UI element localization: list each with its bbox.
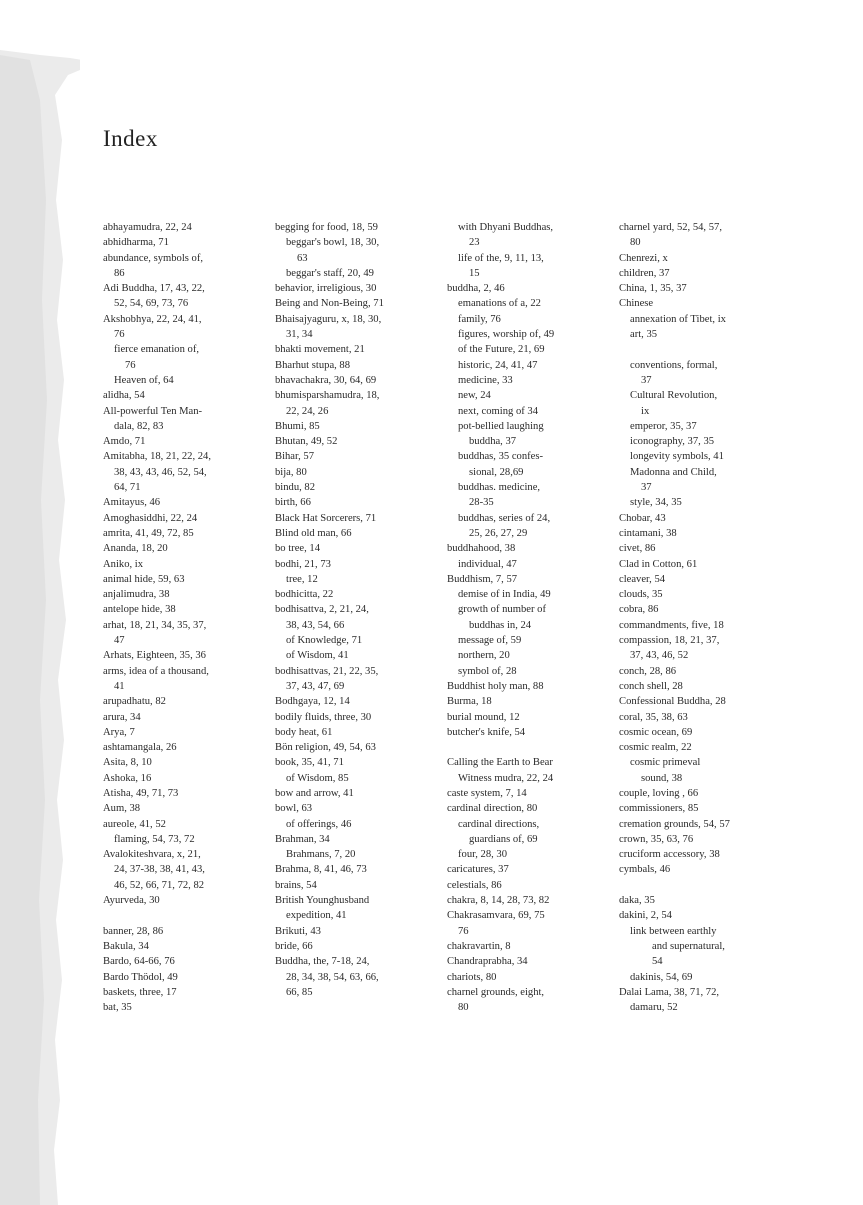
index-entry: Calling the Earth to Bear: [447, 757, 553, 769]
index-entry: couple, loving , 66: [619, 787, 699, 799]
index-subentry: Heaven of, 64: [114, 374, 174, 386]
index-subentry: 28-35: [469, 497, 494, 509]
index-entry: bo tree, 14: [275, 543, 321, 555]
index-entry: bhumisparshamudra, 18,: [275, 390, 380, 402]
index-subentry: growth of number of: [458, 604, 546, 616]
index-entry: bodhisattvas, 21, 22, 35,: [275, 665, 379, 677]
index-entry: buddhahood, 38: [447, 543, 516, 555]
index-subentry: 46, 52, 66, 71, 72, 82: [114, 879, 205, 891]
index-subentry: 25, 26, 27, 29: [469, 527, 528, 539]
index-entry: Amitabha, 18, 21, 22, 24,: [103, 451, 211, 463]
index-entry: Arya, 7: [103, 726, 135, 738]
index-subentry: 22, 24, 26: [286, 405, 329, 417]
index-subentry: 80: [630, 237, 641, 249]
index-subentry: style, 34, 35: [630, 497, 682, 509]
index-entry: Chenrezi, x: [619, 252, 668, 264]
blank-line: [103, 908, 268, 923]
index-subentry: tree, 12: [286, 573, 318, 585]
index-subentry: buddhas, series of 24,: [458, 512, 551, 524]
index-entry: civet, 86: [619, 543, 656, 555]
index-entry: Akshobhya, 22, 24, 41,: [103, 313, 202, 325]
index-entry: alidha, 54: [103, 390, 145, 402]
index-entry: conch, 28, 86: [619, 665, 677, 677]
index-entry: antelope hide, 38: [103, 604, 176, 616]
index-entry: Arhats, Eighteen, 35, 36: [103, 650, 206, 662]
index-entry: bow and arrow, 41: [275, 787, 354, 799]
index-subentry: of Wisdom, 85: [286, 772, 349, 784]
index-entry: Bardo, 64-66, 76: [103, 956, 175, 968]
index-subentry: 52, 54, 69, 73, 76: [114, 298, 189, 310]
index-entry: Dalai Lama, 38, 71, 72,: [619, 986, 720, 998]
index-subentry: 63: [297, 252, 308, 264]
index-entry: Black Hat Sorcerers, 71: [275, 512, 377, 524]
index-subentry: 31, 34: [286, 329, 313, 341]
index-entry: abundance, symbols of,: [103, 252, 204, 264]
index-subentry: fierce emanation of,: [114, 344, 199, 356]
index-subentry: 23: [469, 237, 480, 249]
index-subentry: life of the, 9, 11, 13,: [458, 252, 544, 264]
index-entry: bhavachakra, 30, 64, 69: [275, 374, 377, 386]
index-subentry: ix: [641, 405, 650, 417]
index-entry: bodhi, 21, 73: [275, 558, 331, 570]
index-entry: cardinal direction, 80: [447, 803, 538, 815]
index-entry: Brikuti, 43: [275, 925, 321, 937]
index-entry: celestials, 86: [447, 879, 502, 891]
index-subentry: Witness mudra, 22, 24: [458, 772, 554, 784]
index-entry: Adi Buddha, 17, 43, 22,: [103, 283, 205, 295]
index-subentry: 38, 43, 43, 46, 52, 54,: [114, 466, 207, 478]
index-entry: arupadhatu, 82: [103, 696, 166, 708]
index-subentry: four, 28, 30: [458, 849, 508, 861]
index-column-1: [103, 220, 268, 1015]
index-entry: body heat, 61: [275, 726, 333, 738]
index-entry: Aniko, ix: [103, 558, 144, 570]
index-subentry: cardinal directions,: [458, 818, 540, 830]
index-entry: bhakti movement, 21: [275, 344, 365, 356]
index-entry: All-powerful Ten Man-: [103, 405, 203, 417]
index-entry: Bardo Thödol, 49: [103, 971, 178, 983]
index-entry: baskets, three, 17: [103, 986, 177, 998]
index-subentry: expedition, 41: [286, 910, 347, 922]
blank-line: [619, 342, 784, 357]
index-columns: [103, 220, 783, 1120]
index-entry: birth, 66: [275, 497, 311, 509]
index-entry: cymbals, 46: [619, 864, 671, 876]
index-entry: clouds, 35: [619, 589, 663, 601]
index-entry: butcher's knife, 54: [447, 726, 526, 738]
index-subentry: annexation of Tibet, ix: [630, 313, 726, 325]
index-subentry: demise of in India, 49: [458, 589, 551, 601]
index-entry: Amoghasiddhi, 22, 24: [103, 512, 198, 524]
index-subentry: sional, 28,69: [469, 466, 524, 478]
index-entry: abhidharma, 71: [103, 237, 169, 249]
index-subentry: flaming, 54, 73, 72: [114, 833, 195, 845]
index-subentry: medicine, 33: [458, 374, 513, 386]
index-column-2: [275, 220, 440, 1000]
index-entry: Chinese: [619, 298, 654, 310]
index-entry: Chobar, 43: [619, 512, 666, 524]
index-subentry: link between earthly: [630, 925, 717, 937]
index-subentry: 41: [114, 680, 125, 692]
index-entry: children, 37: [619, 267, 670, 279]
index-subentry: sound, 38: [641, 772, 683, 784]
index-subentry: historic, 24, 41, 47: [458, 359, 538, 371]
index-entry: chariots, 80: [447, 971, 497, 983]
index-entry: cobra, 86: [619, 604, 659, 616]
index-entry: Buddhist holy man, 88: [447, 680, 544, 692]
index-entry: Chandraprabha, 34: [447, 956, 528, 968]
index-entry: China, 1, 35, 37: [619, 283, 687, 295]
index-subentry: of Knowledge, 71: [286, 635, 363, 647]
index-entry: caricatures, 37: [447, 864, 509, 876]
index-subentry: damaru, 52: [630, 1002, 678, 1014]
index-entry: Bön religion, 49, 54, 63: [275, 742, 376, 754]
index-entry: crown, 35, 63, 76: [619, 833, 694, 845]
index-entry: Amitayus, 46: [103, 497, 161, 509]
index-subentry: buddha, 37: [469, 436, 517, 448]
index-subentry: next, coming of 34: [458, 405, 539, 417]
index-entry: aureole, 41, 52: [103, 818, 166, 830]
index-subentry: symbol of, 28: [458, 665, 517, 677]
index-subentry: 37, 43, 47, 69: [286, 680, 345, 692]
index-subentry: with Dhyani Buddhas,: [458, 222, 554, 233]
index-subentry: 86: [114, 267, 125, 279]
index-subentry: new, 24: [458, 390, 491, 402]
index-entry: Buddha, the, 7-18, 24,: [275, 956, 370, 968]
index-entry: Avalokiteshvara, x, 21,: [103, 849, 201, 861]
index-subentry: figures, worship of, 49: [458, 329, 555, 341]
index-subentry: iconography, 37, 35: [630, 436, 715, 448]
index-entry: bodily fluids, three, 30: [275, 711, 372, 723]
index-entry: conch shell, 28: [619, 680, 683, 692]
index-entry: cintamani, 38: [619, 527, 677, 539]
index-subentry: of the Future, 21, 69: [458, 344, 545, 356]
index-subentry: beggar's staff, 20, 49: [286, 267, 374, 279]
index-entry: abhayamudra, 22, 24: [103, 222, 192, 233]
index-entry: Atisha, 49, 71, 73: [103, 787, 179, 799]
index-subentry: dala, 82, 83: [114, 420, 164, 432]
index-entry: charnel yard, 52, 54, 57,: [619, 222, 722, 233]
index-entry: arms, idea of a thousand,: [103, 665, 209, 677]
index-subentry: 76: [125, 359, 136, 371]
index-entry: cosmic realm, 22: [619, 742, 692, 754]
index-entry: Blind old man, 66: [275, 527, 352, 539]
index-subentry: 37: [641, 482, 652, 494]
index-entry: Bhumi, 85: [275, 420, 320, 432]
index-subentry: 76: [114, 329, 125, 341]
index-subentry: 80: [458, 1002, 469, 1014]
index-subentry: 24, 37-38, 38, 41, 43,: [114, 864, 205, 876]
index-entry: buddha, 2, 46: [447, 283, 505, 295]
index-entry: Being and Non-Being, 71: [275, 298, 384, 310]
index-entry: Clad in Cotton, 61: [619, 558, 698, 570]
index-entry: Bodhgaya, 12, 14: [275, 696, 350, 708]
index-subentry: guardians of, 69: [469, 833, 538, 845]
index-entry: arhat, 18, 21, 34, 35, 37,: [103, 619, 207, 631]
index-entry: Asita, 8, 10: [103, 757, 152, 769]
index-entry: chakra, 8, 14, 28, 73, 82: [447, 895, 550, 907]
blank-line: [619, 878, 784, 893]
index-entry: cremation grounds, 54, 57: [619, 818, 730, 830]
index-column-3: [447, 220, 612, 1015]
index-subentry: emanations of a, 22: [458, 298, 541, 310]
index-entry: bat, 35: [103, 1002, 132, 1014]
index-entry: Amdo, 71: [103, 436, 146, 448]
index-entry: brains, 54: [275, 879, 317, 891]
index-entry: book, 35, 41, 71: [275, 757, 344, 769]
index-entry: anjalimudra, 38: [103, 589, 170, 601]
index-subentry: Cultural Revolution,: [630, 390, 718, 402]
index-subentry: message of, 59: [458, 635, 522, 647]
index-entry: Confessional Buddha, 28: [619, 696, 726, 708]
index-entry: banner, 28, 86: [103, 925, 164, 937]
index-entry: coral, 35, 38, 63: [619, 711, 688, 723]
index-entry: bodhisattva, 2, 21, 24,: [275, 604, 369, 616]
index-subentry: conventions, formal,: [630, 359, 718, 371]
index-entry: commandments, five, 18: [619, 619, 724, 631]
index-entry: charnel grounds, eight,: [447, 986, 545, 998]
index-entry: amrita, 41, 49, 72, 85: [103, 527, 194, 539]
index-subentry: of Wisdom, 41: [286, 650, 349, 662]
index-subentry: 37: [641, 374, 652, 386]
index-entry: Ayurveda, 30: [103, 895, 160, 907]
index-entry: British Younghusband: [275, 895, 370, 907]
index-entry: behavior, irreligious, 30: [275, 283, 377, 295]
index-subentry: dakinis, 54, 69: [630, 971, 693, 983]
index-entry: Brahman, 34: [275, 833, 330, 845]
index-entry: Chakrasamvara, 69, 75: [447, 910, 545, 922]
index-subentry: buddhas. medicine,: [458, 482, 541, 494]
index-subentry: individual, 47: [458, 558, 517, 570]
index-subentry: cosmic primeval: [630, 757, 701, 769]
index-subentry: 15: [469, 267, 480, 279]
index-subentry: longevity symbols, 41: [630, 451, 724, 463]
index-subentry: family, 76: [458, 313, 501, 325]
torn-paper-edge: [0, 0, 80, 1205]
index-entry: Aum, 38: [103, 803, 141, 815]
index-entry: arura, 34: [103, 711, 141, 723]
index-entry: cleaver, 54: [619, 573, 666, 585]
index-subentry: 66, 85: [286, 986, 313, 998]
index-entry: bride, 66: [275, 940, 313, 952]
index-entry: bowl, 63: [275, 803, 313, 815]
index-subentry: 38, 43, 54, 66: [286, 619, 345, 631]
index-entry: animal hide, 59, 63: [103, 573, 185, 585]
index-subentry: 28, 34, 38, 54, 63, 66,: [286, 971, 379, 983]
index-subentry: art, 35: [630, 329, 658, 341]
index-subentry: buddhas in, 24: [469, 619, 532, 631]
index-subentry: emperor, 35, 37: [630, 420, 697, 432]
index-entry: Bakula, 34: [103, 940, 149, 952]
index-entry: cosmic ocean, 69: [619, 726, 693, 738]
index-entry: compassion, 18, 21, 37,: [619, 635, 720, 647]
index-entry: Brahma, 8, 41, 46, 73: [275, 864, 367, 876]
index-subentry: pot-bellied laughing: [458, 420, 544, 432]
index-entry: Bihar, 57: [275, 451, 315, 463]
blank-line: [447, 740, 612, 755]
index-entry: daka, 35: [619, 895, 655, 907]
index-subentry: and supernatural,: [652, 940, 725, 952]
index-subentry: 37, 43, 46, 52: [630, 650, 689, 662]
index-entry: Bharhut stupa, 88: [275, 359, 351, 371]
index-entry: dakini, 2, 54: [619, 910, 672, 922]
index-entry: cruciform accessory, 38: [619, 849, 720, 861]
index-entry: ashtamangala, 26: [103, 742, 177, 754]
index-entry: Bhaisajyaguru, x, 18, 30,: [275, 313, 382, 325]
index-subentry: Madonna and Child,: [630, 466, 717, 478]
index-entry: burial mound, 12: [447, 711, 520, 723]
index-subentry: of offerings, 46: [286, 818, 352, 830]
index-subentry: 76: [458, 925, 469, 937]
index-entry: begging for food, 18, 59: [275, 222, 378, 233]
index-subentry: 54: [652, 956, 663, 968]
index-subentry: beggar's bowl, 18, 30,: [286, 237, 380, 249]
index-entry: Burma, 18: [447, 696, 492, 708]
index-subentry: northern, 20: [458, 650, 510, 662]
index-entry: Buddhism, 7, 57: [447, 573, 518, 585]
index-entry: bindu, 82: [275, 482, 316, 494]
index-entry: Ashoka, 16: [103, 772, 152, 784]
index-subentry: 64, 71: [114, 482, 141, 494]
index-entry: Bhutan, 49, 52: [275, 436, 338, 448]
index-entry: bija, 80: [275, 466, 307, 478]
index-subentry: buddhas, 35 confes-: [458, 451, 544, 463]
index-subentry: Brahmans, 7, 20: [286, 849, 356, 861]
index-entry: Ananda, 18, 20: [103, 543, 168, 555]
index-entry: commissioners, 85: [619, 803, 699, 815]
index-entry: bodhicitta, 22: [275, 589, 334, 601]
page-title: Index: [103, 126, 158, 151]
index-entry: caste system, 7, 14: [447, 787, 527, 799]
index-subentry: 47: [114, 635, 125, 647]
index-column-4: [619, 220, 784, 1015]
index-entry: chakravartin, 8: [447, 940, 511, 952]
